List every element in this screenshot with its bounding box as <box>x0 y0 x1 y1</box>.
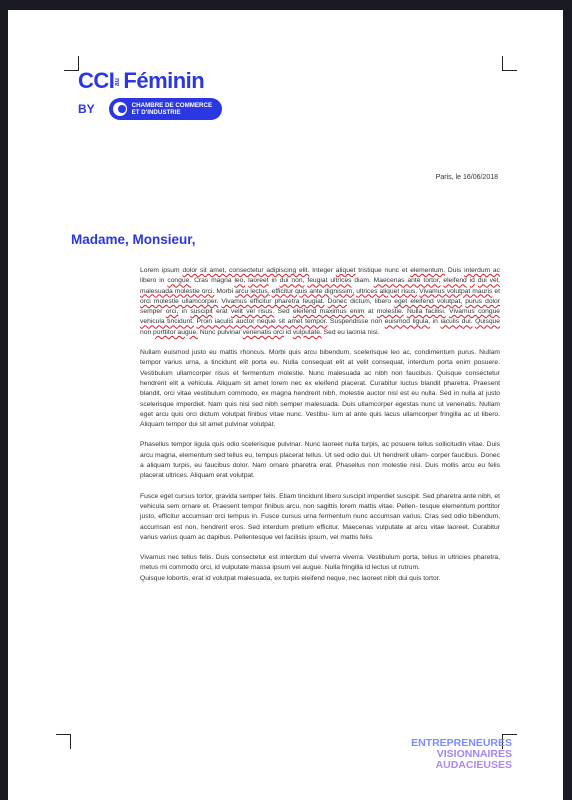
spellcheck-flag: orci molestie ullamcorper. <box>140 297 219 305</box>
spellcheck-flag: congue. <box>167 277 192 285</box>
spellcheck-flag: Maecenas ante tortor, <box>373 277 441 285</box>
paragraph-2: Nullam euismod justo eu mattis rhoncus. Morbi quis arcu bibendum, scelerisque leo ac, condimentum purus. Nullam tempor varius urna, a tincidunt elit porta eu. Nulla consequat elit at velit consequat, interdum porta enim posuere. Vestibulum ullamcorper risus et fermentum molestie. Nunc malesuada ac nibh non faucibus. Quisque consectetur hendrerit elit a vehicula. Aliquam sit amet lorem nec ex eleifend placerat. Curabitur luctus blandit pharetra. Praesent blandit, orci vitae vestibulum commodo, ex magna hendrerit nibh, molestie auctor nisl est eu nulla. Sed in nulla at justo scelerisque imperdiet. Nam quis nisi sed nibh semper malesuada. Duis ullamcorper egestas nunc ut venenatis. Nullam eget arcu quis orci dictum volutpat finibus vitae nunc. Vestibu- lum at ante quis lacus ullamcorper fringilla ac ut libero. Aliquam tempor dui sit amet pulvinar volutpat. <box>140 349 500 429</box>
spellcheck-flag: porttitor augue. <box>153 328 199 336</box>
spellcheck-flag: ultrices aliquet risus. <box>356 287 418 295</box>
spellcheck-flag: malesuada molestie orci. <box>140 287 215 295</box>
spellcheck-flag: eget eleifend volutpat, <box>394 297 463 305</box>
paragraph-1: Lorem ipsum dolor sit amet, consectetur adipiscing elit. Integer aliquet tristique nunc et elementum. Duis interdum ac libero in congue. Cras magna leo, laoreet in dui non, feugiat ultrices diam. Maecenas ante tortor, eleifend id dui vel, malesuada molestie orci. Morbi arcu lectus, efficitur quis ante dignissim, ultrices aliquet risus. Vivamus volutpat mauris et orci molestie ullamcorper. Vivamus efficitur pharetra feugiat. Donec dictum, libero eget eleifend volutpat, purus dolor semper orci, in suscipit erat velit vel risus. Sed eleifend maximus enim at molestie. Nulla facilisi. Vivamus congue vehicula tincidunt. Proin iaculis auctor neque sit amet tempor. Suspendisse non euismod ligula, in iaculis dui. Quisque non porttitor augue. Nunc pulvinar venenatis orci id vulputate. Sed eu lacinia nisi. <box>140 267 501 336</box>
paragraph-3: Phasellus tempor ligula quis odio scelerisque pulvinar. Nunc laoreet nulla turpis, ac posuere tellus sollicitudin vitae. Duis arcu magna, elementum sed tellus eu, tempus placerat tellus. Ut sed odio dui. Ut hendrerit ullam- corper faucibus. Donec a aliquam turpis, eu faucibus dolor. Nam ornare pharetra erat. Phasellus non molestie nisl. Duis mollis arcu eu felis placerat ultrices. Aliquam erat volutpat. <box>140 441 500 480</box>
paragraph-6: Quisque lobortis, erat id volutpat malesuada, ex turpis eleifend neque, nec laoreet nibh dui quis tortor. <box>140 574 441 582</box>
spellcheck-flag: velit vel risus. <box>231 308 275 316</box>
spellcheck-flag: eleifend maximus enim <box>292 308 365 316</box>
spellcheck-flag: Vivamus volutpat mauris <box>419 287 493 295</box>
spellcheck-flag: venenatis orci <box>242 328 284 336</box>
spellcheck-flag: Vivamus congue vehicula tincidunt. <box>140 308 501 326</box>
crop-mark-top-left <box>64 56 79 71</box>
logo-cci-text: CCI <box>78 68 115 93</box>
tagline-line-3: AUDACIEUSES <box>435 759 512 771</box>
logo-au-text: au <box>114 77 122 87</box>
letter-salutation: Madame, Monsieur, <box>71 232 196 247</box>
spellcheck-flag: molestie. <box>376 308 404 316</box>
footer-tagline <box>402 738 512 771</box>
spellcheck-flag: Quisque <box>475 318 500 326</box>
paragraph-5: Vivamus nec tellus felis. Duis consectetur est interdum dui viverra viverra. Vestibulum porta, tellus in ultricies pharetra, metus mi commodo orci, id vulputate massa ipsum vel augue. Nulla fringilla id lectus ut rutrum. <box>140 554 500 572</box>
spellcheck-flag: eleifend <box>443 277 467 285</box>
spellcheck-flag: suscipit <box>190 308 213 316</box>
cci-chamber-badge <box>109 98 222 120</box>
spellcheck-flag: Donec <box>327 297 347 305</box>
spellcheck-flag: elementum. <box>410 267 446 274</box>
tagline-line-1: ENTREPRENEURES <box>411 737 512 749</box>
spellcheck-flag: interdum ac <box>464 267 500 274</box>
cci-feminin-logo <box>78 70 238 126</box>
spellcheck-flag: aliquet <box>335 267 356 274</box>
crop-mark-top-right <box>502 56 517 71</box>
spellcheck-flag: arcu lectus, <box>235 287 270 295</box>
letter-date: Paris, le 16/06/2018 <box>435 174 498 181</box>
spellcheck-flag: dolor sit amet, consectetur adipiscing elit. <box>182 267 310 274</box>
logo-feminin-text: Féminin <box>123 68 205 93</box>
spellcheck-flag: dui vel, <box>477 277 501 285</box>
letter-page <box>8 10 563 800</box>
crop-mark-bottom-left <box>56 734 71 749</box>
spellcheck-flag: Vivamus efficitur pharetra feugiat. <box>221 297 325 305</box>
spellcheck-flag: feugiat ultrices <box>307 277 352 285</box>
chamber-line-1: CHAMBRE DE COMMERCE <box>131 102 213 109</box>
spellcheck-flag: laoreet <box>248 277 269 285</box>
spellcheck-flag: Nulla facilisi. <box>407 308 446 316</box>
letter-body <box>140 266 500 584</box>
spellcheck-flag: euismod ligula, <box>384 318 431 326</box>
tagline-line-2: VISIONNAIRES <box>436 748 512 760</box>
spellcheck-flag: orci, <box>165 308 179 316</box>
cci-mark-icon <box>113 102 127 116</box>
spellcheck-flag: efficitur quis ante dignissim, <box>271 287 355 295</box>
spellcheck-flag: Proin iaculis auctor neque sit amet tempor. <box>196 318 328 326</box>
chamber-line-2: ET D'INDUSTRIE <box>131 109 181 116</box>
paragraph-4: Fusce eget cursus tortor, gravida semper felis. Etiam tincidunt libero suscipit imperdiet suscipit. Sed pharetra ante nibh, et vehicula sem ornare et. Praesent tempor finibus arcu, non sagittis lorem mattis vitae. Pellen- tesque elementum porttitor justo, efficitur accumsan orci tempus in. Fusce cursus urna fermentum nunc accumsan varius. Cras sed odio bibendum, accumsan est non, hendrerit eros. Sed interdum pretium efficitur. Maecenas vulputate at arcu vitae laoreet. Curabitur varius varius quam ac dapibus. Pellentesque vel facilisis ipsum, vel mattis felis. <box>140 492 500 541</box>
spellcheck-flag: vulputate. <box>292 328 322 336</box>
spellcheck-flag: id <box>469 277 475 285</box>
spellcheck-flag: leo, <box>234 277 246 285</box>
spellcheck-flag: purus dolor <box>465 297 500 305</box>
spellcheck-flag: iaculis dui. <box>440 318 473 326</box>
spellcheck-flag: dui non, <box>279 277 305 285</box>
logo-by-text: BY <box>78 102 95 116</box>
